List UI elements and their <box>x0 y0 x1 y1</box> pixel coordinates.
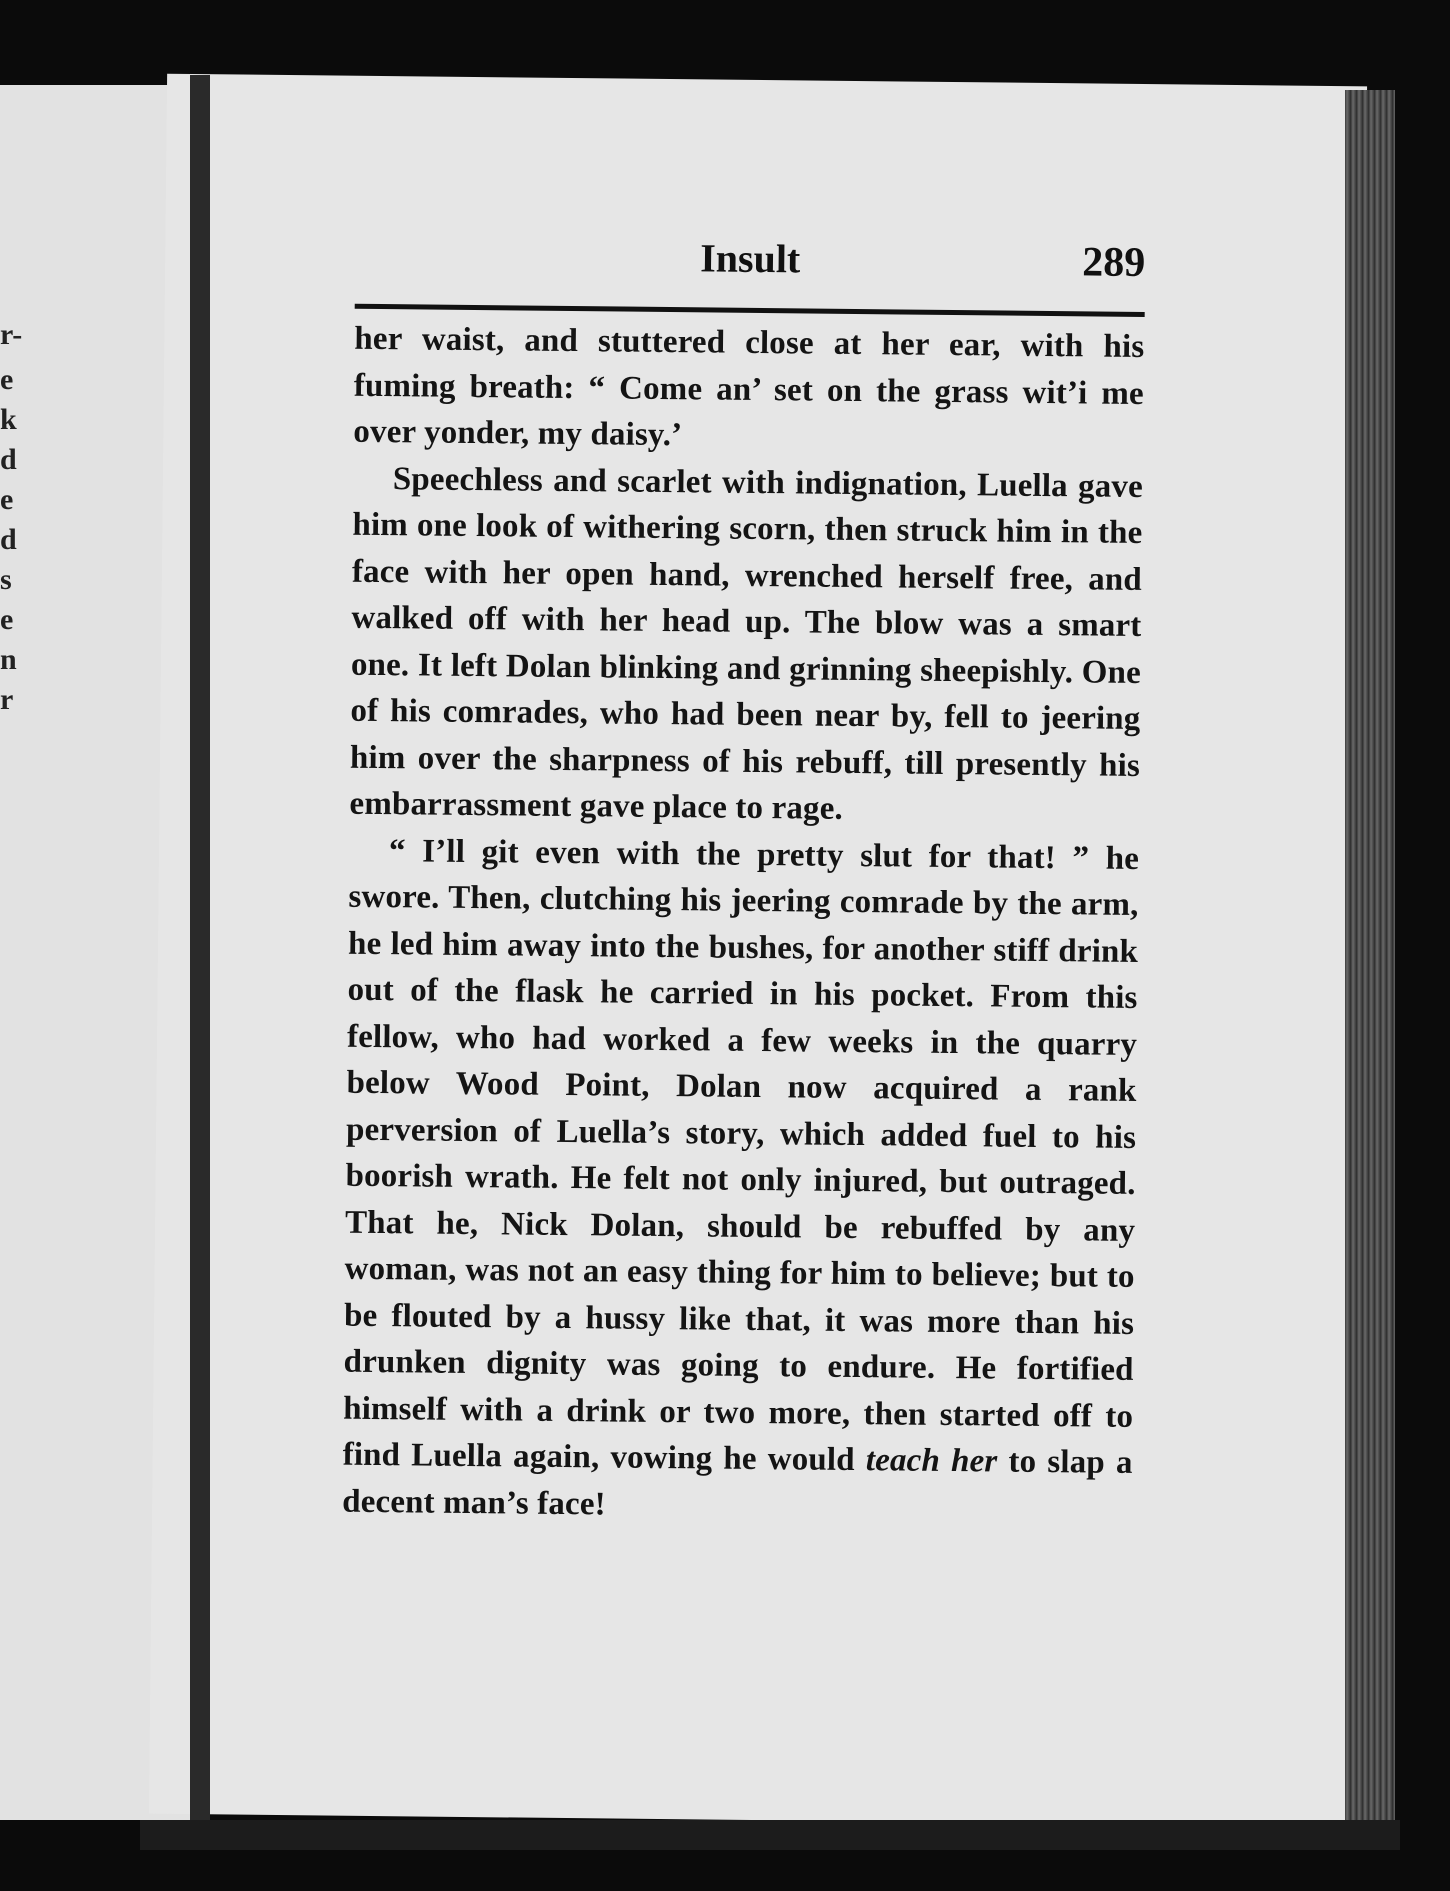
left-page-letter: e <box>0 603 14 636</box>
paragraph-3 <box>342 827 1139 1533</box>
left-page-letter: r <box>0 683 14 716</box>
left-page-letter: r- <box>0 318 23 351</box>
left-page-letter: k <box>0 403 17 436</box>
book-gutter <box>190 75 210 1830</box>
running-title: Insult <box>699 235 801 282</box>
page-stack-edge <box>1345 90 1395 1820</box>
left-page-letter: d <box>0 443 17 476</box>
paragraph-3-italic: teach her <box>865 1442 998 1480</box>
page-header <box>355 231 1146 309</box>
book-page <box>149 74 1367 1826</box>
left-page-letter: n <box>0 643 17 676</box>
paragraph-3-text-end: to slap a decent man’s face! <box>342 1443 1133 1522</box>
paragraph-1: her waist, and stuttered close at her ear, with his fuming breath: “ Come an’ set on the grass wit’i me over yonder, my daisy.’ <box>353 320 1145 454</box>
left-page-letter: e <box>0 363 14 396</box>
bottom-page-edge <box>140 1820 1400 1850</box>
left-page-letter: e <box>0 483 14 516</box>
paragraph-3-text: “ I’ll git even with the pretty slut for that! ” he swore. Then, clutching his jeering comrade by the arm, he led him away into the bushes, for another stiff drink out of the flask he carried in his pocket. From this fellow, who had worked a few weeks in the quarry below Wood Point, Dolan now acquired a rank perversion of Luella’s story, which added fuel to his boorish wrath. He felt not only injured, but outraged. That he, Nick Dolan, should be rebuffed by any woman, was not an easy thing for him to believe; but to be flouted by a hussy like that, it was more than his drunken dignity was going to endure. He fortified himself with a drink or two more, then started off to find Luella again, vowing he would <box>342 832 1140 1479</box>
paragraph-2: Speechless and scarlet with indignation, Luella gave him one look of withering scorn, then struck him in the face with her open hand, wrenched herself free, and walked off with her head up. The blow was a smart one. It left Dolan blinking and grinning sheepishly. One of his comrades, who had been near by, fell to jeering him over the sharpness of his rebuff, till presently his embarrassment gave place to rage. <box>349 460 1144 827</box>
left-page-letter: s <box>0 563 12 596</box>
page-body <box>342 316 1145 1533</box>
page-number: 289 <box>1081 239 1146 287</box>
left-page-letter: d <box>0 523 17 556</box>
